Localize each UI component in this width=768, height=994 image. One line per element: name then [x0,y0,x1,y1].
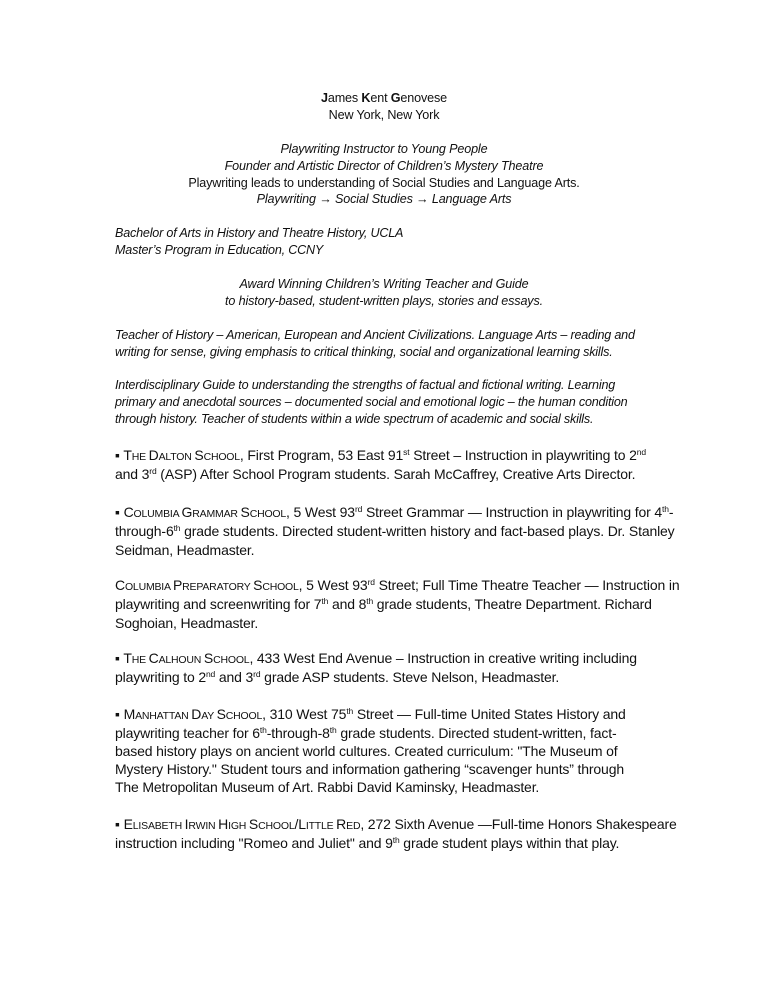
entry-manhattan-day-line4: Mystery History." Student tours and information gathering “scavenger hunts” through [115,761,624,777]
entry-columbia-grammar-line2: through-6th grade students. Directed student-written history and fact-based plays. Dr. Stanley [115,523,675,539]
entry-columbia-prep-line1: COLUMBIA PREPARATORY SCHOOL, 5 West 93rd Street; Full Time Theatre Teacher — Instruction in [115,577,680,593]
guide-paragraph-line: Interdisciplinary Guide to understanding the strengths of factual and fictional writing. Learning [115,378,616,392]
title-line: Playwriting Instructor to Young People [280,142,488,156]
entry-dalton-line1: ▪ THE DALTON SCHOOL, First Program, 53 East 91st Street – Instruction in playwriting to 2nd [115,447,646,463]
entry-columbia-grammar-line1: ▪ COLUMBIA GRAMMAR SCHOOL, 5 West 93rd Street Grammar — Instruction in playwriting for 4th- [115,504,674,520]
name-initial-k: K [361,91,371,105]
title-line: Playwriting leads to understanding of Social Studies and Language Arts. [188,176,580,190]
entry-columbia-grammar-line3: Seidman, Headmaster. [115,542,255,558]
teacher-paragraph-line: Teacher of History – American, European and Ancient Civilizations. Language Arts – reading and [115,328,635,342]
entry-calhoun-line1: ▪ THE CALHOUN SCHOOL, 433 West End Avenue – Instruction in creative writing including [115,650,637,666]
title-line: Playwriting → Social Studies → Language Arts [256,192,512,206]
bullet: ▪ [115,816,120,832]
name-initial-j: J [321,91,328,105]
name-initial-g: G [390,91,401,105]
teacher-paragraph-line: writing for sense, giving emphasis to critical thinking, social and organizational learning skills. [115,345,613,359]
entry-columbia-prep-line2: playwriting and screenwriting for 7th and 8th grade students, Theatre Department. Richard [115,596,652,612]
education-line: Bachelor of Arts in History and Theatre History, UCLA [115,226,404,240]
entry-elisabeth-irwin-line1: ▪ ELISABETH IRWIN HIGH SCHOOL/LITTLE RED, 272 Sixth Avenue —Full-time Honors Shakespeare [115,816,677,832]
person-name: James Kent Genovese [321,91,447,105]
guide-paragraph-line: primary and anecdotal sources – documented social and emotional logic – the human condition [115,395,628,409]
award-line: Award Winning Children’s Writing Teacher and Guide [239,277,529,291]
bullet: ▪ [115,447,120,463]
entry-manhattan-day-line2: playwriting teacher for 6th-through-8th grade students. Directed student-written, fact- [115,725,617,741]
entry-dalton-line2: and 3rd (ASP) After School Program students. Sarah McCaffrey, Creative Arts Director. [115,466,636,482]
person-location: New York, New York [328,108,440,122]
entry-elisabeth-irwin-line2: instruction including "Romeo and Juliet" and 9th grade student plays within that play. [115,835,620,851]
entry-columbia-prep-line3: Soghoian, Headmaster. [115,615,259,631]
title-line: Founder and Artistic Director of Children’s Mystery Theatre [224,159,544,173]
entry-manhattan-day-line5: The Metropolitan Museum of Art. Rabbi David Kaminsky, Headmaster. [115,779,540,795]
education-line: Master’s Program in Education, CCNY [115,243,324,257]
guide-paragraph-line: through history. Teacher of students within a wide spectrum of academic and social skills. [115,412,594,426]
award-line: to history-based, student-written plays, stories and essays. [225,294,543,308]
bullet: ▪ [115,706,120,722]
bullet: ▪ [115,504,120,520]
bullet: ▪ [115,650,120,666]
entry-manhattan-day-line1: ▪ MANHATTAN DAY SCHOOL, 310 West 75th Street — Full-time United States History and [115,706,626,722]
entry-manhattan-day-line3: based history plays on ancient world cultures. Created curriculum: "The Museum of [115,743,618,759]
entry-calhoun-line2: playwriting to 2nd and 3rd grade ASP students. Steve Nelson, Headmaster. [115,669,560,685]
